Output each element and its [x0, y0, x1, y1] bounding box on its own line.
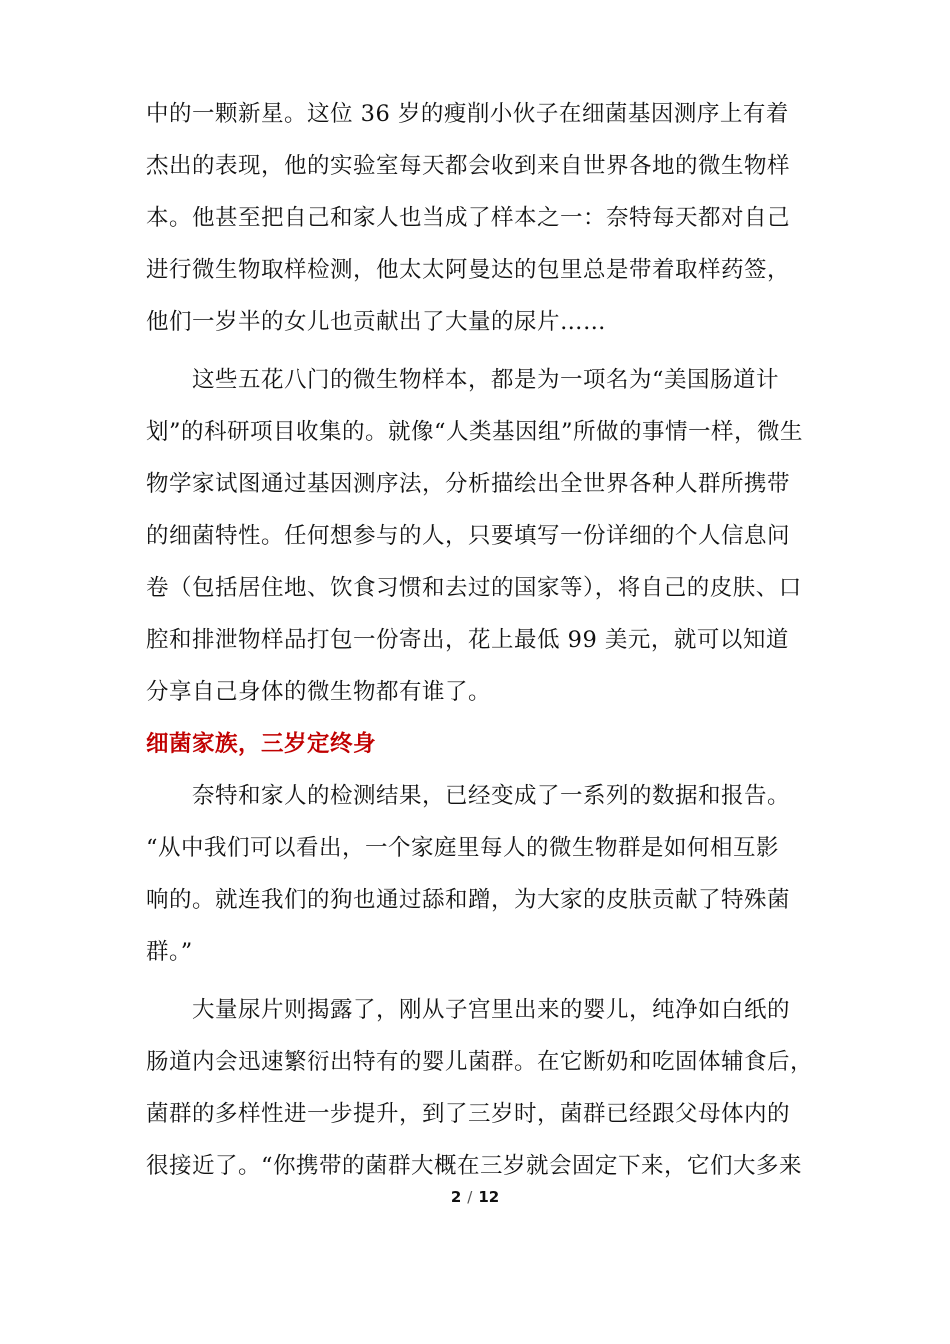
paragraph-line: 响的。就连我们的狗也通过舔和蹭，为大家的皮肤贡献了特殊菌 [146, 887, 791, 913]
paragraph-line: 杰出的表现，他的实验室每天都会收到来自世界各地的微生物样 [146, 153, 791, 179]
page-number [0, 1188, 950, 1206]
paragraph-line: 奈特和家人的检测结果，已经变成了一系列的数据和报告。 [192, 783, 791, 809]
total-page-count: 12 [478, 1188, 500, 1206]
paragraph-line: 他们一岁半的女儿也贡献出了大量的尿片…… [146, 309, 607, 335]
paragraph-line: 卷（包括居住地、饮食习惯和去过的国家等），将自己的皮肤、口 [146, 575, 802, 601]
paragraph-line: 大量尿片则揭露了，刚从子宫里出来的婴儿，纯净如白纸的 [192, 997, 791, 1023]
paragraph-line: 进行微生物取样检测，他太太阿曼达的包里总是带着取样药签， [146, 257, 791, 283]
paragraph-line: 很接近了。“你携带的菌群大概在三岁就会固定下来，它们大多来 [146, 1153, 803, 1179]
paragraph-line: 物学家试图通过基因测序法，分析描绘出全世界各种人群所携带 [146, 471, 791, 497]
paragraph-line: 分享自己身体的微生物都有谁了。 [146, 679, 492, 705]
article-body [146, 88, 814, 1192]
paragraph-line: 中的一颗新星。这位 36 岁的瘦削小伙子在细菌基因测序上有着 [146, 101, 789, 127]
current-page-number: 2 [450, 1188, 462, 1206]
paragraph-line: 这些五花八门的微生物样本，都是为一项名为“美国肠道计 [192, 367, 780, 393]
paragraph-line: “从中我们可以看出，一个家庭里每人的微生物群是如何相互影 [146, 835, 780, 861]
paragraph-line: 腔和排泄物样品打包一份寄出，花上最低 99 美元，就可以知道 [146, 627, 789, 653]
paragraph-line: 肠道内会迅速繁衍出特有的婴儿菌群。在它断奶和吃固体辅食后， [146, 1049, 814, 1075]
paragraph-line: 划”的科研项目收集的。就像“人类基因组”所做的事情一样，微生 [146, 419, 804, 445]
section-heading: 细菌家族，三岁定终身 [146, 731, 377, 757]
page-separator: / [467, 1188, 473, 1206]
paragraph-line: 菌群的多样性进一步提升，到了三岁时，菌群已经跟父母体内的 [146, 1101, 791, 1127]
paragraph-line: 的细菌特性。任何想参与的人，只要填写一份详细的个人信息问 [146, 523, 791, 549]
paragraph-line: 群。” [146, 939, 193, 965]
paragraph-line: 本。他甚至把自己和家人也当成了样本之一：奈特每天都对自己 [146, 205, 791, 231]
